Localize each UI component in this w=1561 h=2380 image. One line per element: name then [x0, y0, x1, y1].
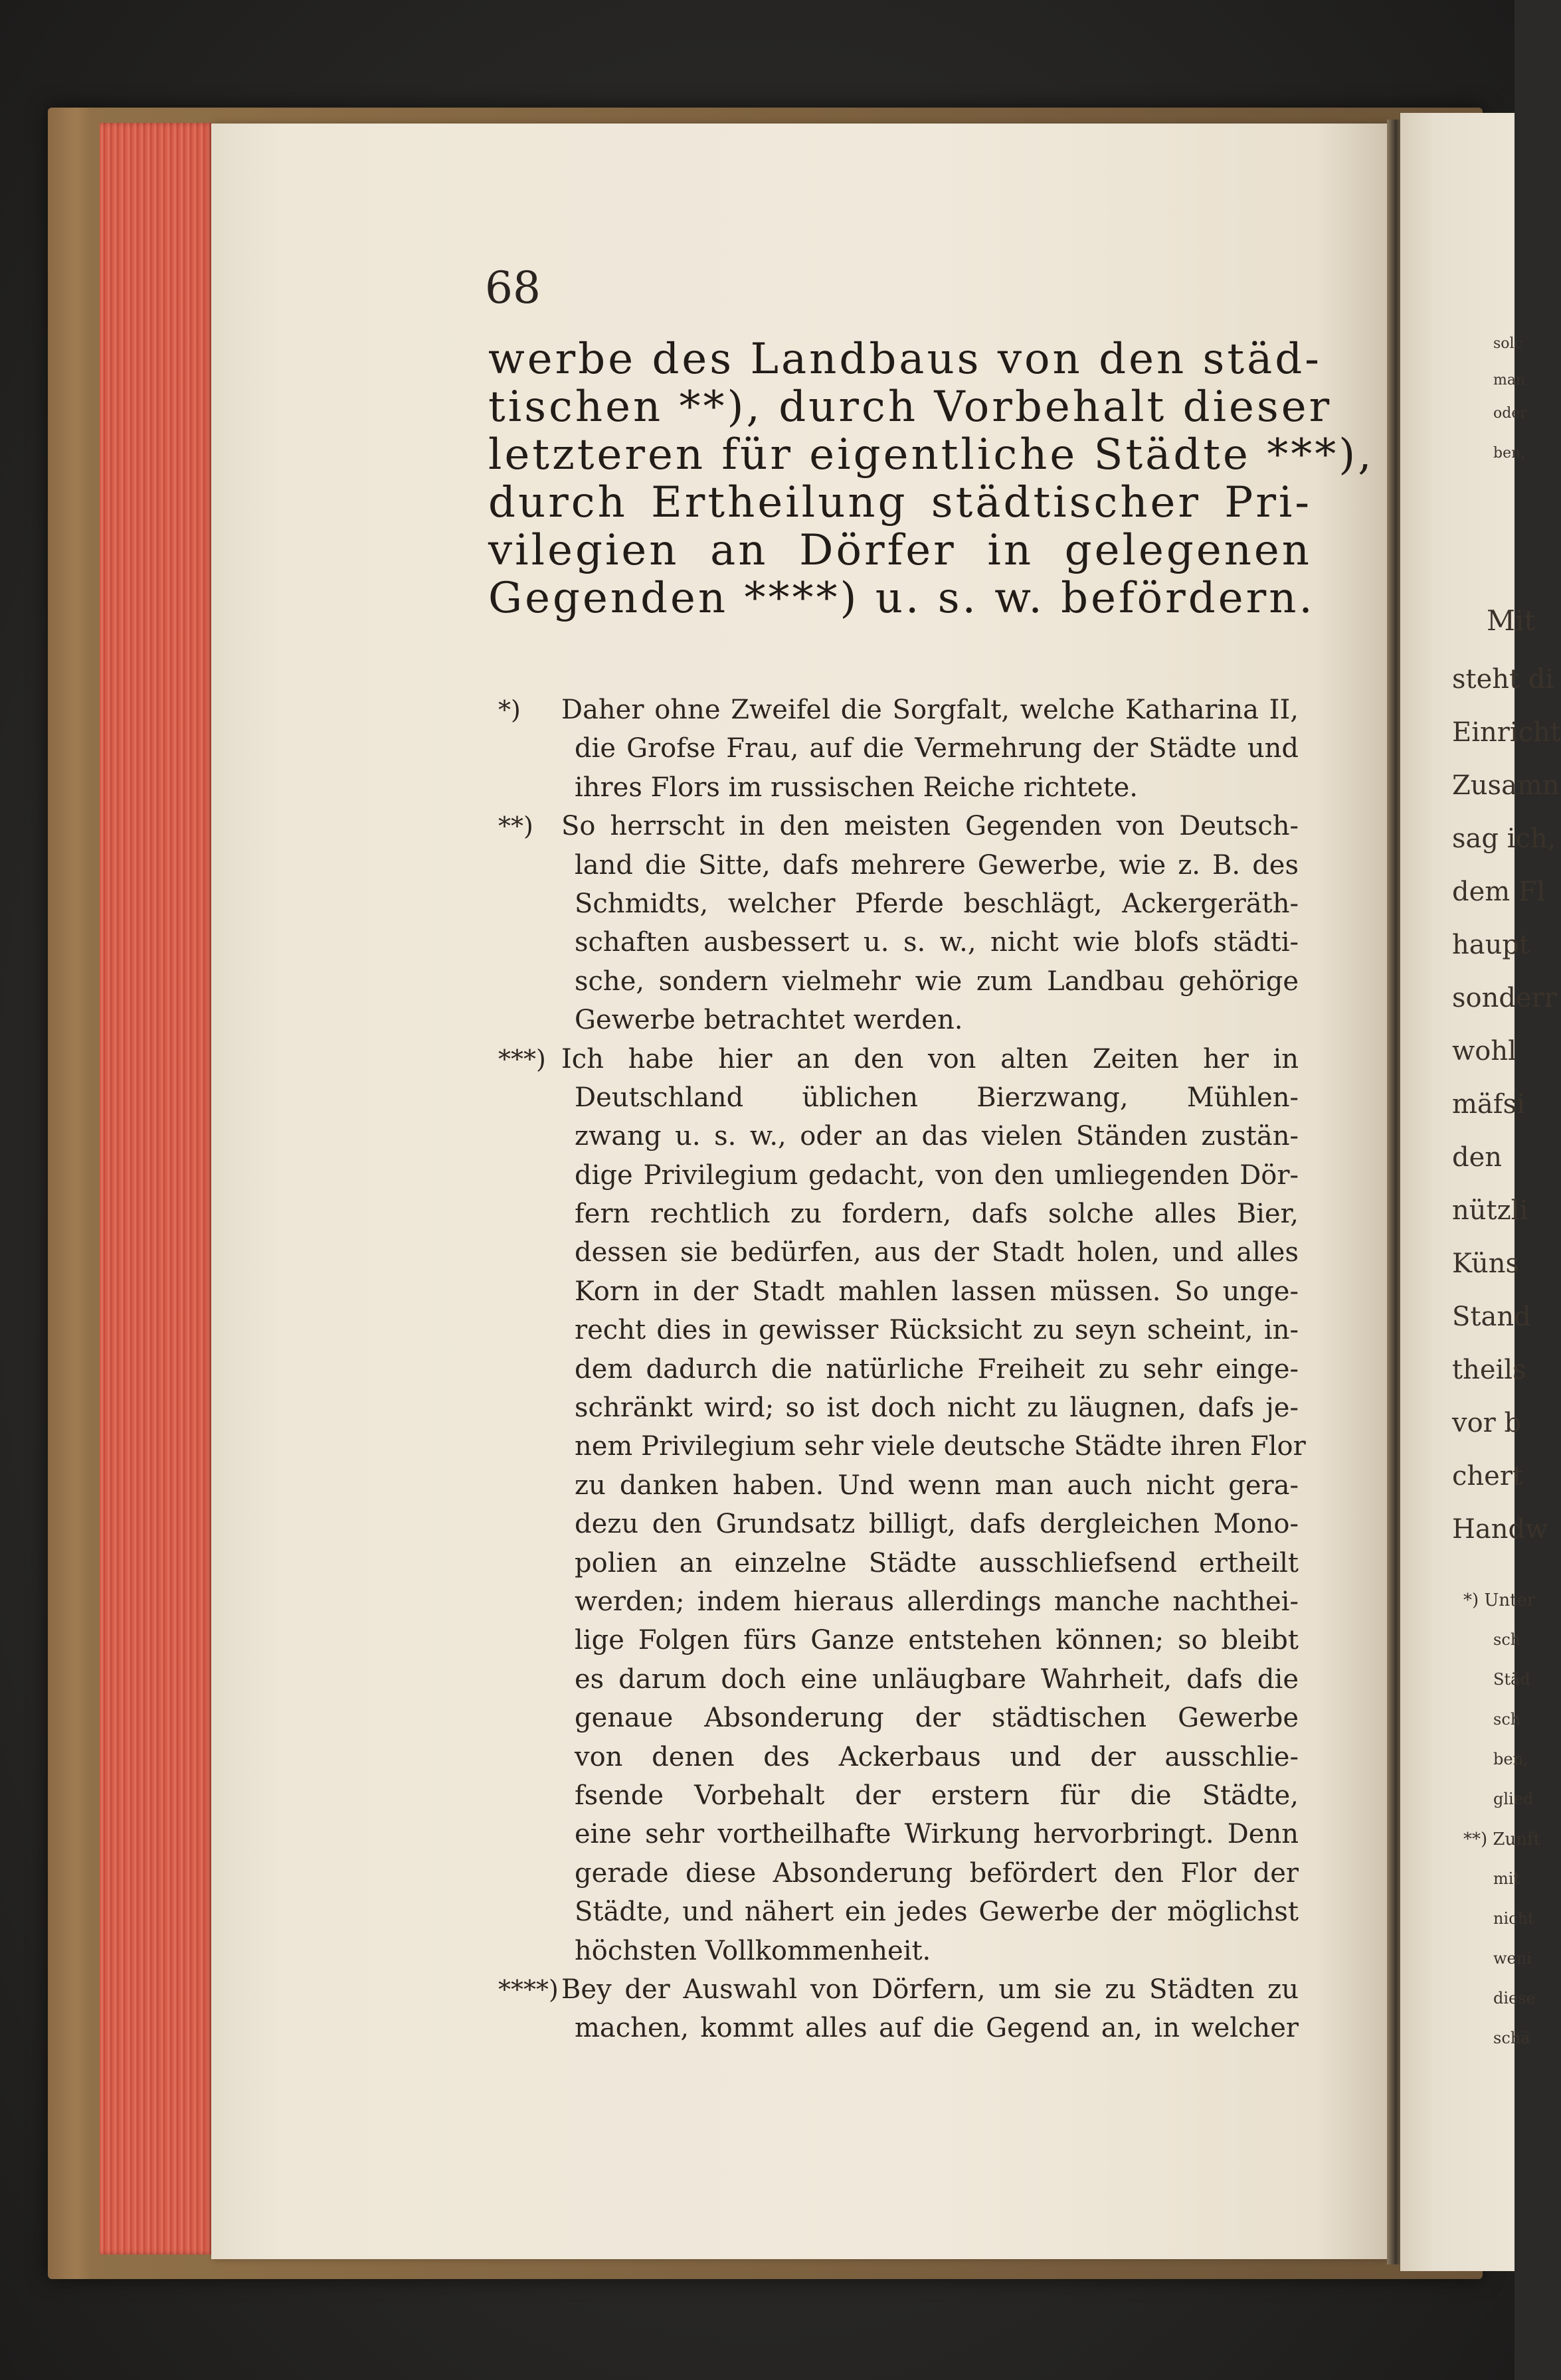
right-page-fragment: sag ich,: [1452, 823, 1556, 854]
footnote-text: So herrscht in den meisten Gegenden von Deutsch-: [561, 811, 1299, 842]
main-text-line: vilegien an Dörfer in gelegenen: [488, 526, 1312, 575]
right-page-fragment: Küns: [1452, 1248, 1520, 1279]
right-page-fragment: solc: [1493, 335, 1522, 352]
right-page-fragment: oder: [1493, 405, 1527, 422]
footnote-line: dige Privilegium gedacht, von den umliegenden Dör-: [575, 1159, 1299, 1191]
footnote-line: eine sehr vortheilhafte Wirkung hervorbringt. Denn: [575, 1819, 1299, 1850]
right-page-fragment: Handw: [1452, 1514, 1548, 1545]
footnote-text: Ich habe hier an den von alten Zeiten her in: [561, 1043, 1299, 1074]
right-page-fragment: mit: [1493, 1869, 1520, 1888]
right-page-fragment: theils: [1452, 1355, 1526, 1385]
footnote-line: Städte, und nähert ein jedes Gewerbe der möglichst: [575, 1897, 1299, 1928]
footnote-line: [498, 1040, 1299, 1078]
page-number: 68: [485, 262, 541, 313]
footnote-line: gerade diese Absonderung befördert den Flor der: [575, 1857, 1299, 1889]
footnote-marker: *): [498, 695, 521, 724]
footnote-marker: **): [498, 811, 533, 841]
right-page-fragment: *) Unter: [1463, 1590, 1536, 1610]
footnote-line: fsende Vorbehalt der erstern für die Städte,: [575, 1780, 1299, 1811]
main-text-line: durch Ertheilung städtischer Pri-: [488, 478, 1312, 527]
footnote-line: Gewerbe betrachtet werden.: [575, 1005, 963, 1036]
footnote-line: werden; indem hieraus allerdings manche nachthei-: [575, 1586, 1299, 1617]
footnote-line: schränkt wird; so ist doch nicht zu läugnen, dafs je-: [575, 1393, 1299, 1424]
footnote-line: dessen sie bedürfen, aus der Stadt holen, und alles: [575, 1237, 1299, 1268]
footnote-line: zwang u. s. w., oder an das vielen Ständen zustän-: [575, 1121, 1299, 1152]
main-text-line: tischen **), durch Vorbehalt dieser: [488, 382, 1332, 432]
main-text-line: werbe des Landbaus von den städ-: [488, 335, 1322, 384]
right-page-fragment: diese: [1493, 1989, 1536, 2007]
right-page-fragment: wohl: [1452, 1036, 1516, 1066]
right-page: [1400, 113, 1561, 2271]
right-page-fragment: sch: [1493, 1710, 1521, 1729]
page-edges: [100, 123, 213, 2254]
footnote-line: [498, 1970, 1299, 2009]
right-page-fragment: man: [1493, 372, 1526, 388]
right-page-fragment: glied: [1493, 1790, 1534, 1808]
footnote-marker: ****): [498, 1974, 559, 2004]
right-page-fragment: sch: [1493, 1630, 1521, 1649]
footnote-line: land die Sitte, dafs mehrere Gewerbe, wie z. B. des: [575, 849, 1299, 881]
footnotes-block: [498, 691, 1306, 2048]
footnote-line: Schmidts, welcher Pferde beschlägt, Ackergeräth-: [575, 888, 1299, 919]
footnote-line: recht dies in gewisser Rücksicht zu seyn scheint, in-: [575, 1315, 1299, 1346]
footnote-line: dem dadurch die natürliche Freiheit zu sehr einge-: [575, 1353, 1299, 1385]
main-text-line: letzteren für eigentliche Städte ***),: [488, 430, 1374, 479]
footnote-line: sche, sondern vielmehr wie zum Landbau gehörige: [575, 966, 1299, 997]
footnote-line: Deutschland üblichen Bierzwang, Mühlen-: [575, 1082, 1299, 1113]
footnote-line: schaften ausbessert u. s. w., nicht wie blofs städti-: [575, 927, 1299, 958]
footnote-text: Bey der Auswahl von Dörfern, um sie zu Städten zu: [561, 1974, 1299, 2005]
right-page-fragment: mäfsi: [1452, 1089, 1525, 1120]
footnote-line: [498, 691, 1299, 729]
book-gutter: [1387, 120, 1402, 2264]
footnote-line: [498, 807, 1299, 845]
footnote-line: ihres Flors im russischen Reiche richtete.: [575, 772, 1139, 803]
right-page-fragment: sonderr: [1452, 983, 1557, 1013]
footnote-line: von denen des Ackerbaus und der ausschlie-: [575, 1741, 1299, 1772]
right-page-fragment: nicht: [1493, 1909, 1534, 1928]
footnote-line: lige Folgen fürs Ganze entstehen können; so bleibt: [575, 1625, 1299, 1656]
footnote-line: nem Privilegium sehr viele deutsche Städte ihren Flor: [575, 1431, 1306, 1462]
right-page-fragment: vor b: [1452, 1408, 1522, 1438]
footnote-line: machen, kommt alles auf die Gegend an, in welcher: [575, 2013, 1299, 2044]
right-page-fragment: Mit: [1487, 604, 1536, 637]
right-page-fragment: weni: [1493, 1949, 1532, 1968]
footnote-line: dezu den Grundsatz billigt, dafs dergleichen Mono-: [575, 1509, 1299, 1540]
right-page-fragment: den: [1452, 1142, 1503, 1173]
footnote-line: es darum doch eine unläugbare Wahrheit, dafs die: [575, 1663, 1299, 1695]
footnote-line: Korn in der Stadt mahlen lassen müssen. So unge-: [575, 1276, 1299, 1307]
right-page-fragment: dem Fl: [1452, 877, 1546, 907]
footnote-line: genaue Absonderung der städtischen Gewerbe: [575, 1703, 1299, 1734]
right-page-fragment: schä: [1493, 2029, 1530, 2047]
footnote-line: fern rechtlich zu fordern, dafs solche alles Bier,: [575, 1199, 1299, 1230]
footnote-line: polien an einzelne Städte ausschliefsend ertheilt: [575, 1547, 1299, 1578]
right-page-fragment: haupt: [1452, 930, 1530, 960]
right-page-fragment: Städ: [1493, 1670, 1530, 1689]
right-page-fragment: **) Zunft: [1463, 1829, 1541, 1849]
footnote-marker: ***): [498, 1044, 546, 1074]
right-page-fragment: nützli: [1452, 1195, 1528, 1226]
right-page-fragment: Stand: [1452, 1302, 1531, 1332]
footnote-line: zu danken haben. Und wenn man auch nicht gera-: [575, 1470, 1299, 1501]
footnote-text: Daher ohne Zweifel die Sorgfalt, welche Katharina II,: [561, 695, 1299, 725]
right-page-fragment: ben,: [1493, 445, 1526, 462]
main-text-block: [488, 335, 1374, 623]
footnote-line: die Grofse Frau, auf die Vermehrung der Städte und: [575, 733, 1299, 764]
right-page-fragment: ben,: [1493, 1750, 1528, 1768]
footnote-line: höchsten Vollkommenheit.: [575, 1935, 931, 1966]
main-text-line: Gegenden ****) u. s. w. befördern.: [488, 574, 1315, 623]
right-page-fragment: steht di: [1452, 664, 1554, 695]
right-page-fragment: Einricht: [1452, 717, 1561, 748]
right-page-fragment: Zusamn: [1452, 770, 1560, 801]
right-page-fragment: chert: [1452, 1461, 1524, 1491]
